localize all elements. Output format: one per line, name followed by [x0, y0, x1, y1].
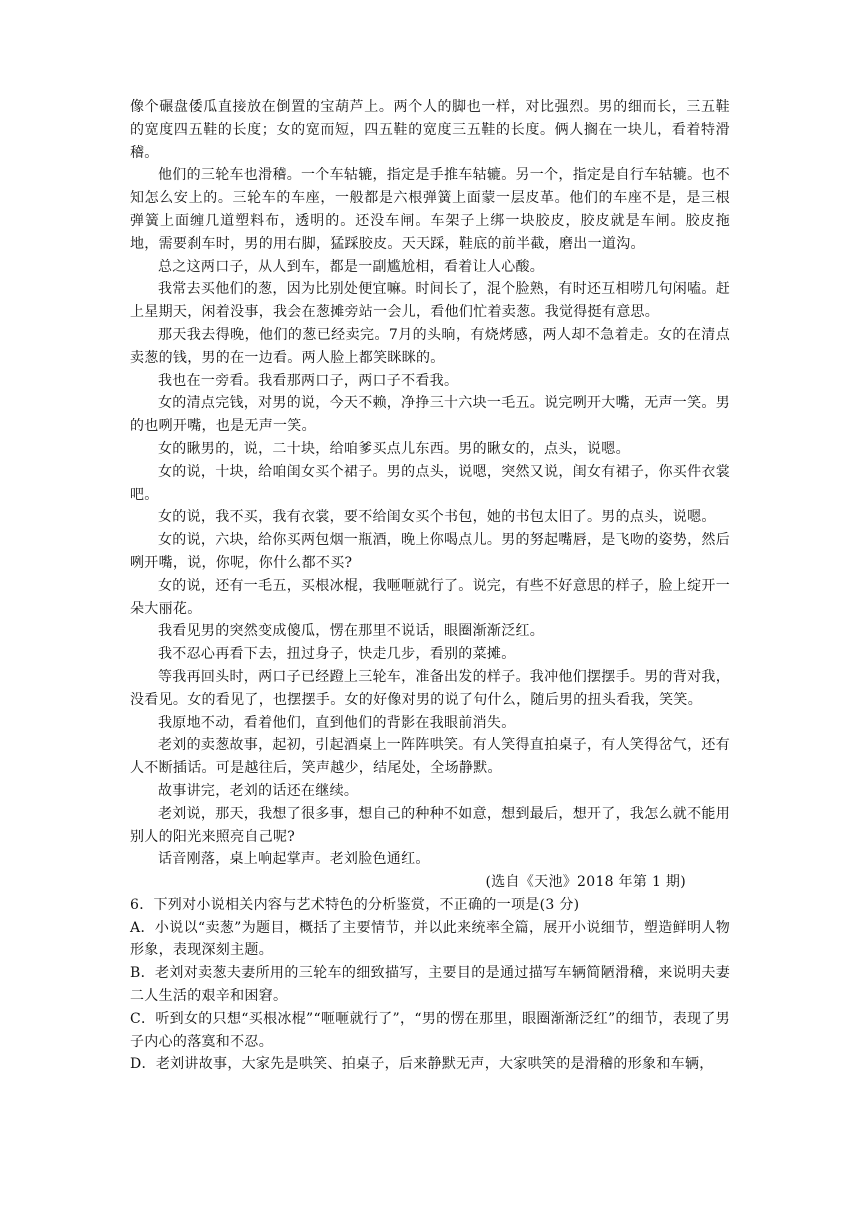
story-paragraph: 我不忍心再看下去，扭过身子，快走几步，看别的菜摊。 [158, 646, 516, 663]
story-paragraph: 我也在一旁看。我看那两口子，两口子不看我。 [158, 372, 459, 389]
story-paragraph: 像个碾盘倭瓜直接放在倒置的宝葫芦上。两个人的脚也一样，对比强烈。男的细而长，三五鞋的宽度四五鞋的长度；女的宽而短，四五鞋的宽度三五鞋的长度。俩人搁在一块儿，看着特滑稽。 [130, 99, 730, 161]
story-paragraph: 女的说，六块，给你买两包烟一瓶酒，晚上你喝点儿。男的努起嘴唇，是飞吻的姿势，然后咧开嘴，说，你呢，你什么都不买? [130, 532, 730, 571]
story-paragraph: 他们的三轮车也滑稽。一个车轱辘，指定是手推车轱辘。另一个，指定是自行车轱辘。也不知怎么安上的。三轮车的车座，一般都是六根弹簧上面蒙一层皮革。他们的车座不是，是三根弹簧上面缠几道塑料布，透明的。还没车闸。车架子上绑一块胶皮，胶皮就是车闸。胶皮拖地，需要刹车时，男的用右脚，猛踩胶皮。天天踩，鞋底的前半截，磨出一道沟。 [130, 167, 730, 252]
story-paragraph: 女的说，还有一毛五，买根冰棍，我咂咂就行了。说完，有些不好意思的样子，脸上绽开一朵大丽花。 [130, 577, 730, 617]
story-paragraph: 那天我去得晚，他们的葱已经卖完。7月的头晌，有烧烤感，两人却不急着走。女的在清点卖葱的钱，男的在一边看。两人脸上都笑眯眯的。 [130, 326, 730, 366]
story-paragraph: 老刘说，那天，我想了很多事，想自己的种种不如意，想到最后，想开了，我怎么就不能用别人的阳光来照亮自己呢? [130, 805, 730, 845]
story-paragraph: 女的说，十块，给咱闺女买个裙子。男的点头，说嗯，突然又说，闺女有裙子，你买件衣裳吧。 [130, 463, 730, 503]
story-paragraph: 我原地不动，看着他们，直到他们的背影在我眼前消失。 [158, 714, 516, 731]
story-paragraph: 等我再回头时，两口子已经蹬上三轮车，准备出发的样子。我冲他们摆摆手。男的背对我，没看见。女的看见了，也摆摆手。女的好像对男的说了句什么，随后男的扭头看我，笑笑。 [130, 668, 730, 708]
source-citation: (选自《天池》2018 年第 1 期) [485, 874, 686, 891]
option-a: A．小说以“卖葱”为题目，概括了主要情节，并以此来统率全篇，展开小说细节，塑造鲜明人物形象，表现深刻主题。 [130, 919, 730, 959]
question-stem: 6．下列对小说相关内容与艺术特色的分析鉴赏，不正确的一项是(3 分) [130, 896, 580, 913]
story-paragraph: 话音刚落，桌上响起掌声。老刘脸色通红。 [158, 851, 430, 868]
story-paragraph: 女的瞅男的，说，二十块，给咱爹买点儿东西。男的瞅女的，点头，说嗯。 [158, 440, 630, 457]
story-paragraph: 女的说，我不买，我有衣裳，要不给闺女买个书包，她的书包太旧了。男的点头，说嗯。 [158, 509, 716, 526]
story-paragraph: 女的清点完钱，对男的说，今天不赖，净挣三十六块一毛五。说完咧开大嘴，无声一笑。男的也咧开嘴，也是无声一笑。 [130, 395, 730, 435]
option-d: D．老刘讲故事，大家先是哄笑、拍桌子，后来静默无声，大家哄笑的是滑稽的形象和车辆， [130, 1056, 714, 1073]
option-b: B．老刘对卖葱夫妻所用的三轮车的细致描写，主要目的是通过描写车辆简陋滑稽，来说明夫妻二人生活的艰辛和困窘。 [130, 965, 730, 1005]
story-body [130, 96, 730, 1076]
story-paragraph: 我常去买他们的葱，因为比别处便宜嘛。时间长了，混个脸熟，有时还互相唠几句闲嗑。赶上星期天，闲着没事，我会在葱摊旁站一会儿，看他们忙着卖葱。我觉得挺有意思。 [130, 281, 730, 321]
story-paragraph: 总之这两口子，从人到车，都是一副尴尬相，看着让人心酸。 [158, 258, 545, 275]
option-c: C．听到女的只想“买根冰棍”“咂咂就行了”，“男的愣在那里，眼圈渐渐泛红”的细节，表现了男子内心的落寞和不忍。 [130, 1010, 730, 1050]
story-paragraph: 故事讲完，老刘的话还在继续。 [158, 782, 359, 799]
story-paragraph: 我看见男的突然变成傻瓜，愣在那里不说话，眼圈渐渐泛红。 [158, 623, 545, 640]
story-paragraph: 老刘的卖葱故事，起初，引起酒桌上一阵阵哄笑。有人笑得直拍桌子，有人笑得岔气，还有人不断插话。可是越往后，笑声越少，结尾处，全场静默。 [130, 737, 730, 777]
